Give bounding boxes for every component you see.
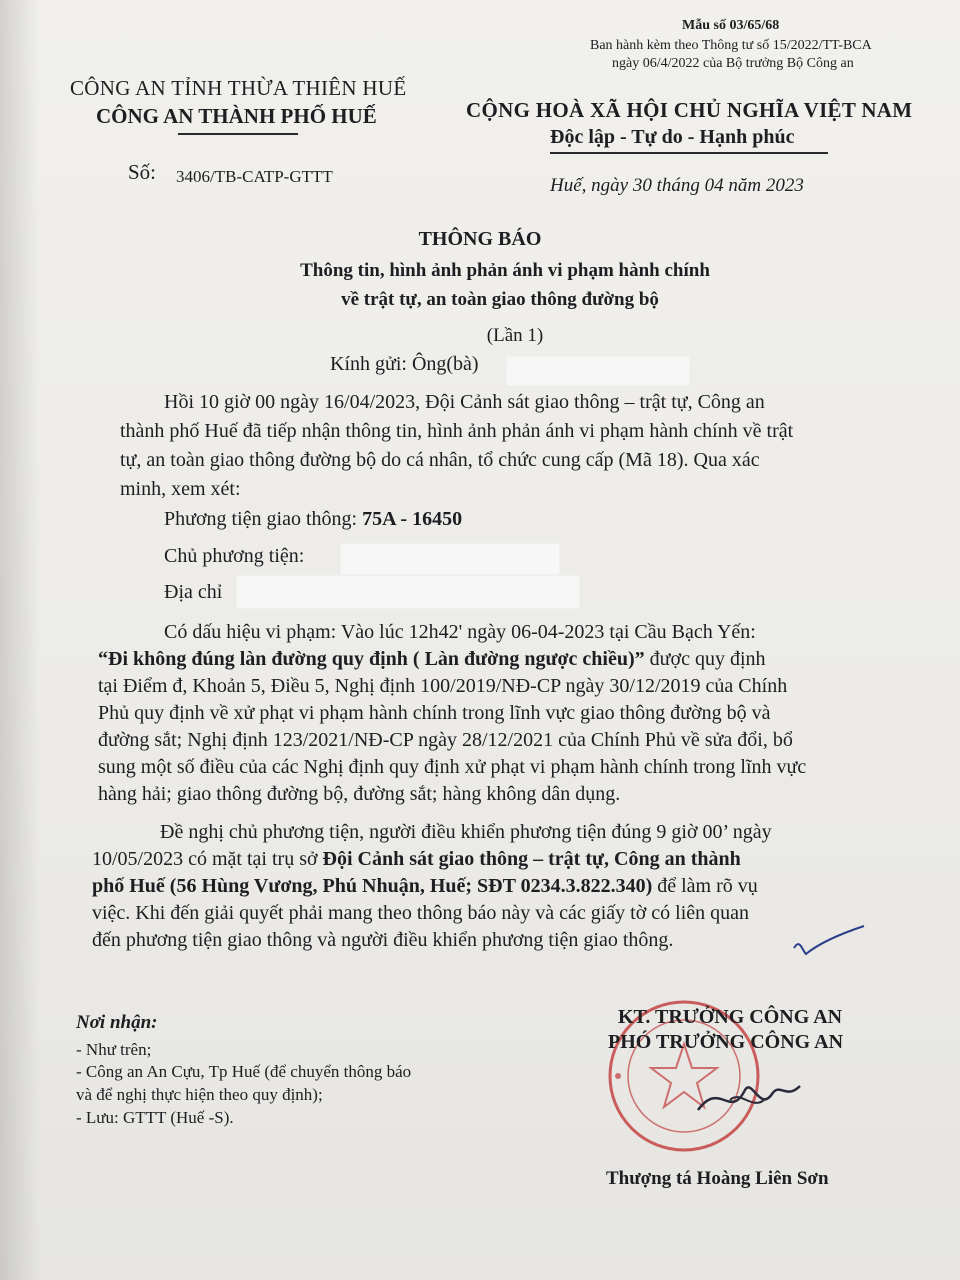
doc-issue-count: (Lần 1)	[486, 325, 544, 346]
agency-underline	[178, 133, 298, 135]
national-motto: Độc lập - Tự do - Hạnh phúc	[550, 126, 795, 148]
violation-line	[98, 648, 766, 671]
form-issued-line-1: Ban hành kèm theo Thông tư số 15/2022/TT-BCA	[590, 38, 872, 53]
doc-subtitle-1: Thông tin, hình ảnh phản ánh vi phạm hành chính	[300, 260, 710, 281]
address-label: Địa chỉ	[164, 581, 223, 603]
body-line: tự, an toàn giao thông đường bộ do cá nhân, tổ chức cung cấp (Mã 18). Qua xác	[120, 449, 760, 471]
body-line: việc. Khi đến giải quyết phải mang theo thông báo này và các giấy tờ có liên quan	[92, 902, 750, 924]
vehicle-plate: 75A - 16450	[362, 508, 463, 530]
office-name: Đội Cảnh sát giao thông – trật tự, Công an thành	[322, 848, 741, 870]
doc-title: THÔNG BÁO	[418, 228, 542, 250]
redacted-address	[236, 575, 580, 609]
doc-number-label: Số:	[128, 160, 157, 184]
agency-parent: CÔNG AN TỈNH THỪA THIÊN HUẾ	[70, 76, 407, 100]
motto-underline	[550, 152, 828, 154]
redacted-owner	[340, 543, 560, 575]
national-title: CỘNG HOÀ XÃ HỘI CHỦ NGHĨA VIỆT NAM	[466, 98, 913, 122]
form-number: Mẫu số 03/65/68	[682, 18, 780, 33]
body-line	[92, 848, 741, 871]
owner-label: Chủ phương tiện:	[164, 545, 305, 567]
body-line: Phủ quy định về xử phạt vi phạm hành chính trong lĩnh vực giao thông đường bộ và	[98, 702, 771, 724]
body-line: sung một số điều của các Nghị định quy định xử phạt vi phạm hành chính trong lĩnh vực	[98, 756, 807, 778]
violation-suffix: được quy định	[644, 648, 766, 670]
body-line: hàng hải; giao thông đường bộ, đường sắt; hàng không dân dụng.	[98, 783, 621, 805]
body-line: minh, xem xét:	[120, 478, 241, 500]
body-line: Đề nghị chủ phương tiện, người điều khiển phương tiện đúng 9 giờ 00’ ngày	[160, 821, 772, 843]
body-line: Có dấu hiệu vi phạm: Vào lúc 12h42' ngày 06-04-2023 tại Cầu Bạch Yến:	[164, 621, 756, 643]
place-date: Huế, ngày 30 tháng 04 năm 2023	[550, 175, 804, 196]
recipient-item: - Công an An Cựu, Tp Huế (để chuyển thông báo	[76, 1062, 412, 1081]
doc-number: 3406/TB-CATP-GTTT	[176, 167, 333, 186]
body-line: tại Điểm đ, Khoản 5, Điều 5, Nghị định 100/2019/NĐ-CP ngày 30/12/2019 của Chính	[98, 675, 788, 697]
recipient-item: - Như trên;	[76, 1040, 152, 1059]
recipient-item: và để nghị thực hiện theo quy định);	[76, 1085, 323, 1104]
signature-title-1: KT. TRƯỞNG CÔNG AN	[618, 1006, 843, 1028]
page-shadow	[0, 0, 40, 1280]
violation-text: “Đi không đúng làn đường quy định ( Làn đường ngược chiều)”	[98, 648, 645, 670]
body-text: để làm rõ vụ	[652, 875, 758, 897]
body-line: Hồi 10 giờ 00 ngày 16/04/2023, Đội Cảnh sát giao thông – trật tự, Công an	[164, 391, 765, 413]
form-issued-line-2: ngày 06/4/2022 của Bộ trưởng Bộ Công an	[612, 56, 854, 71]
signature-title-2: PHÓ TRƯỞNG CÔNG AN	[608, 1031, 844, 1053]
vehicle-row	[164, 508, 462, 531]
body-line	[92, 875, 758, 898]
ink-mark-icon	[788, 920, 868, 960]
doc-subtitle-2: về trật tự, an toàn giao thông đường bộ	[341, 289, 659, 310]
recipient-label: Kính gửi: Ông(bà)	[330, 353, 479, 375]
signer-name: Thượng tá Hoàng Liên Sơn	[606, 1168, 829, 1189]
body-line: đến phương tiện giao thông và người điều khiển phương tiện giao thông.	[92, 929, 674, 951]
office-address: phố Huế (56 Hùng Vương, Phú Nhuận, Huế; SĐT 0234.3.822.340)	[92, 875, 653, 897]
vehicle-label: Phương tiện giao thông:	[164, 508, 358, 530]
body-text: 10/05/2023 có mặt tại trụ sở	[92, 848, 323, 870]
body-line: thành phố Huế đã tiếp nhận thông tin, hình ảnh phản ánh vi phạm hành chính về trật	[120, 420, 794, 442]
redacted-recipient-name	[506, 356, 690, 386]
recipients-heading: Nơi nhận:	[76, 1012, 158, 1033]
body-line: đường sắt; Nghị định 123/2021/NĐ-CP ngày 28/12/2021 của Chính Phủ về sửa đổi, bổ	[98, 729, 793, 751]
recipient-item: - Lưu: GTTT (Huế -S).	[76, 1108, 234, 1127]
handwritten-signature-icon	[690, 1060, 810, 1130]
agency-name: CÔNG AN THÀNH PHỐ HUẾ	[96, 104, 377, 128]
